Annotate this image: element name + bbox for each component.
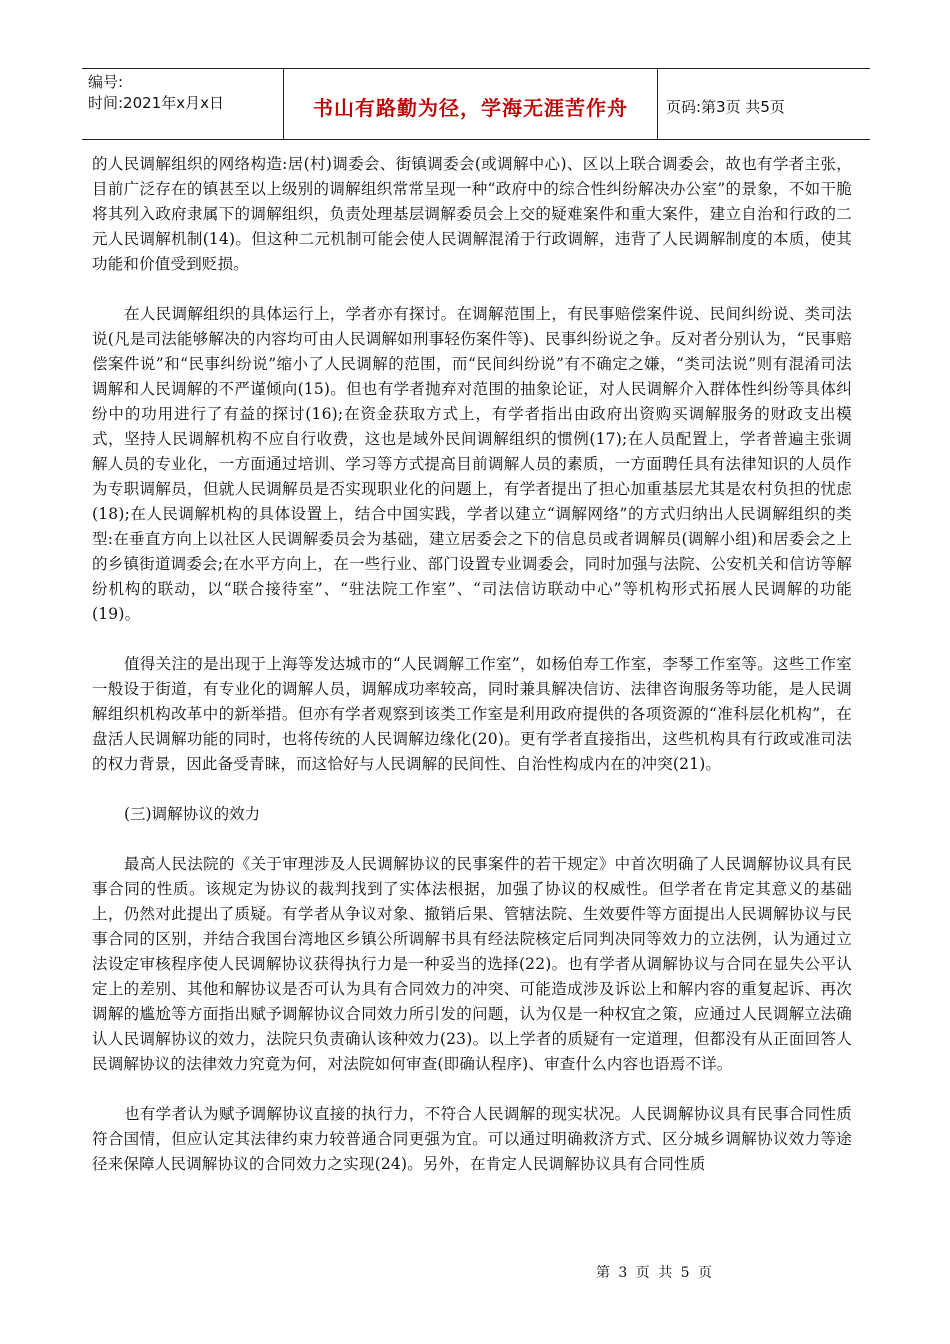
- page-footer: 第 3 页 共 5 页: [595, 1265, 715, 1281]
- document-body: [92, 152, 852, 1177]
- paragraph-2: 在人民调解组织的具体运行上，学者亦有探讨。在调解范围上，有民事赔偿案件说、民间纠纷说、类司法说(凡是司法能够解决的内容均可由人民调解如刑事轻伤案件等)、民事纠纷说之争。反对者分别认为，“民事赔偿案件说”和“民事纠纷说”缩小了人民调解的范围，而“民间纠纷说”有不确定之嫌，“类司法说”则有混淆司法调解和人民调解的不严谨倾向(15)。但也有学者抛弃对范围的抽象论证，对人民调解介入群体性纠纷等具体纠纷中的功用进行了有益的探讨(16);在资金获取方式上，有学者指出由政府出资购买调解服务的财政支出模式，坚持人民调解机构不应自行收费，这也是域外民间调解组织的惯例(17);在人员配置上，学者普遍主张调解人员的专业化，一方面通过培训、学习等方式提高目前调解人员的素质，一方面聘任具有法律知识的人员作为专职调解员，但就人民调解员是否实现职业化的问题上，有学者提出了担心加重基层尤其是农村负担的忧虑(18);在人民调解机构的具体设置上，结合中国实践，学者以建立“调解网络”的方式归纳出人民调解组织的类型:在垂直方向上以社区人民调解委员会为基础，建立居委会之下的信息员或者调解员(调解小组)和居委会之上的乡镇街道调委会;在水平方向上，在一些行业、部门设置专业调委会，同时加强与法院、公安机关和信访等解纷机构的联动，以“联合接待室”、“驻法院工作室”、“司法信访联动中心”等机构形式拓展人民调解的功能(19)。: [92, 305, 852, 623]
- paragraph-gap: [92, 277, 852, 302]
- paragraph-5: 也有学者认为赋予调解协议直接的执行力，不符合人民调解的现实状况。人民调解协议具有民事合同性质符合国情，但应认定其法律约束力较普通合同更强为宜。可以通过明确救济方式、区分城乡调解协议效力等途径来保障人民调解协议的合同效力之实现(24)。另外，在肯定人民调解协议具有合同性质: [92, 1105, 852, 1173]
- header-meta: [82, 69, 284, 139]
- paragraph-3: 值得关注的是出现于上海等发达城市的“人民调解工作室”，如杨伯寿工作室，李琴工作室等。这些工作室一般设于街道，有专业化的调解人员，调解成功率较高，同时兼具解决信访、法律咨询服务等功能，是人民调解组织机构改革中的新举措。但亦有学者观察到该类工作室是利用政府提供的各项资源的“准科层化机构”，在盘活人民调解功能的同时，也将传统的人民调解边缘化(20)。更有学者直接指出，这些机构具有行政或准司法的权力背景，因此备受青睐，而这恰好与人民调解的民间性、自治性构成内在的冲突(21)。: [92, 655, 852, 773]
- header-page-cell: [658, 69, 870, 139]
- document-number-label: 编号:: [88, 73, 124, 91]
- paragraph-gap: [92, 1077, 852, 1102]
- header-page-label: 页码:第3页 共5页: [666, 97, 785, 116]
- page-header: [82, 68, 870, 140]
- header-motto: 书山有路勤为径，学海无涯苦作舟: [313, 95, 628, 120]
- paragraph-4: 最高人民法院的《关于审理涉及人民调解协议的民事案件的若干规定》中首次明确了人民调解协议具有民事合同的性质。该规定为协议的裁判找到了实体法根据，加强了协议的权威性。但学者在肯定其意义的基础上，仍然对此提出了质疑。有学者从争议对象、撤销后果、管辖法院、生效要件等方面提出人民调解协议与民事合同的区别，并结合我国台湾地区乡镇公所调解书具有经法院核定后同判决同等效力的立法例，认为通过立法设定审核程序使人民调解协议获得执行力是一种妥当的选择(22)。也有学者从调解协议与合同在显失公平认定上的差别、其他和解协议是否可认为具有合同效力的冲突、可能造成涉及诉讼上和解内容的重复起诉、再次调解的尴尬等方面指出赋予调解协议合同效力所引发的问题，认为仅是一种权宜之策，应通过人民调解立法确认人民调解协议的效力，法院只负责确认该种效力(23)。以上学者的质疑有一定道理，但都没有从正面回答人民调解协议的法律效力究竟为何，对法院如何审查(即确认程序)、审查什么内容也语焉不详。: [92, 855, 852, 1073]
- paragraph-gap: [92, 777, 852, 802]
- paragraph-gap: [92, 827, 852, 852]
- paragraph-1: 的人民调解组织的网络构造:居(村)调委会、街镇调委会(或调解中心)、区以上联合调委会，故也有学者主张，目前广泛存在的镇甚至以上级别的调解组织常常呈现一种“政府中的综合性纠纷解决办公室”的景象，不如干脆将其列入政府隶属下的调解组织，负责处理基层调解委员会上交的疑难案件和重大案件，建立自治和行政的二元人民调解机制(14)。但这种二元机制可能会使人民调解混淆于行政调解，违背了人民调解制度的本质，使其功能和价值受到贬损。: [92, 155, 852, 273]
- document-time-label: 时间:2021年x月x日: [88, 94, 224, 112]
- section-heading: (三)调解协议的效力: [124, 805, 261, 823]
- paragraph-gap: [92, 627, 852, 652]
- header-motto-cell: [284, 69, 658, 139]
